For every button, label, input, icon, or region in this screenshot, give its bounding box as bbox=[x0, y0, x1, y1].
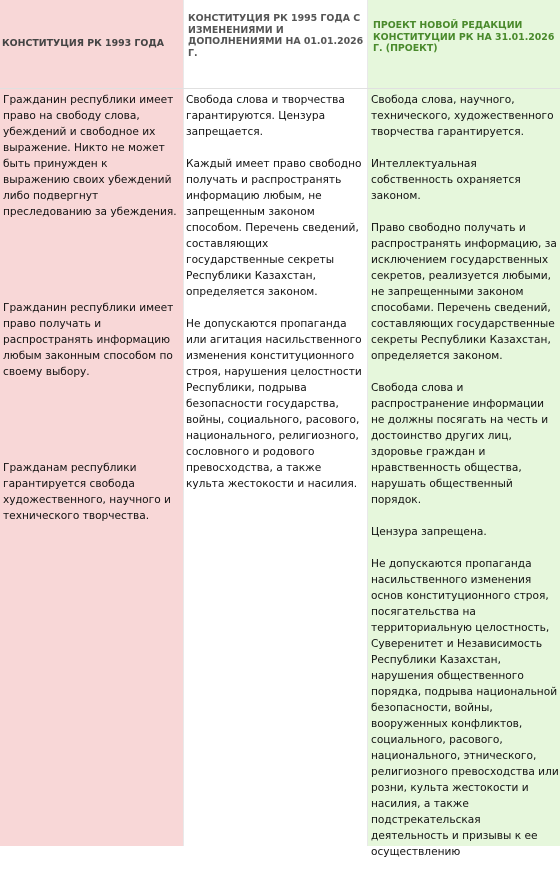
paragraph: Гражданин республики имеет право получать и распространять информацию любым законным способом по своему выбору. bbox=[3, 302, 174, 378]
paragraph: Цензура запрещена. bbox=[371, 526, 487, 538]
paragraph: Право свободно получать и распространять информацию, за исключением государственных секретов, реализуется любыми, не запрещенными законом способами. Перечень сведений, составляющих государственные секреты Республики Казахстан, определяется законом. bbox=[371, 222, 557, 362]
paragraph: Не допускаются пропаганда насильственного изменения основ конституционного строя, посягательства на территориальную целостность, Суверенитет и Независимость Республики Казахстан, нарушения общественного порядка, подрыва национальной безопасности, войны, вооруженных конфликтов, социального, расового, национального, этнического, религиозного превосходства или розни, культа жестокости и насилия, а также подстрекательская деятельность и призывы к ее осуществлению bbox=[371, 558, 559, 858]
paragraph: Не допускаются пропаганда или агитация насильственного изменения конституционного строя, нарушения целостности Республики, подрыва безопасности государства, войны, социального, расового, национального, религиозного, сословного и родового превосходства, а также культа жестокости и насилия. bbox=[186, 318, 362, 490]
paragraph: Свобода слова и творчества гарантируются. Цензура запрещается. bbox=[186, 94, 345, 138]
paragraph: Свобода слова, научного, технического, художественного творчества гарантируется. bbox=[371, 94, 554, 138]
paragraph: Гражданам республики гарантируется свобода художественного, научного и технического творчества. bbox=[3, 462, 171, 522]
cell-constitution-1995-text bbox=[186, 92, 366, 508]
paragraph: Каждый имеет право свободно получать и распространять информацию любым, не запрещенным законом способом. Перечень сведений, составляющих государственные секреты Республики Казахстан, определяется законом. bbox=[186, 158, 362, 298]
header-constitution-draft: ПРОЕКТ НОВОЙ РЕДАКЦИИ КОНСТИТУЦИИ РК НА 31.01.2026 Г. (ПРОЕКТ) bbox=[373, 20, 555, 54]
table-header-row bbox=[0, 0, 560, 89]
cell-constitution-draft-text bbox=[371, 92, 560, 876]
header-constitution-1993: КОНСТИТУЦИЯ РК 1993 ГОДА bbox=[2, 38, 164, 50]
paragraph: Свобода слова и распространение информации не должны посягать на честь и достоинство других лиц, здоровье граждан и нравственность общества, нарушать общественный порядок. bbox=[371, 382, 549, 506]
paragraph: Интеллектуальная собственность охраняется законом. bbox=[371, 158, 521, 202]
cell-constitution-1993-text bbox=[3, 92, 183, 540]
header-constitution-1995: КОНСТИТУЦИЯ РК 1995 ГОДА С ИЗМЕНЕНИЯМИ И ДОПОЛНЕНИЯМИ НА 01.01.2026 Г. bbox=[188, 13, 364, 59]
paragraph: Гражданин республики имеет право на свободу слова, убеждений и свободное их выражение. Никто не может быть принужден к выражению своих убеждений либо подвергнут преследованию за убеждения. bbox=[3, 94, 177, 218]
